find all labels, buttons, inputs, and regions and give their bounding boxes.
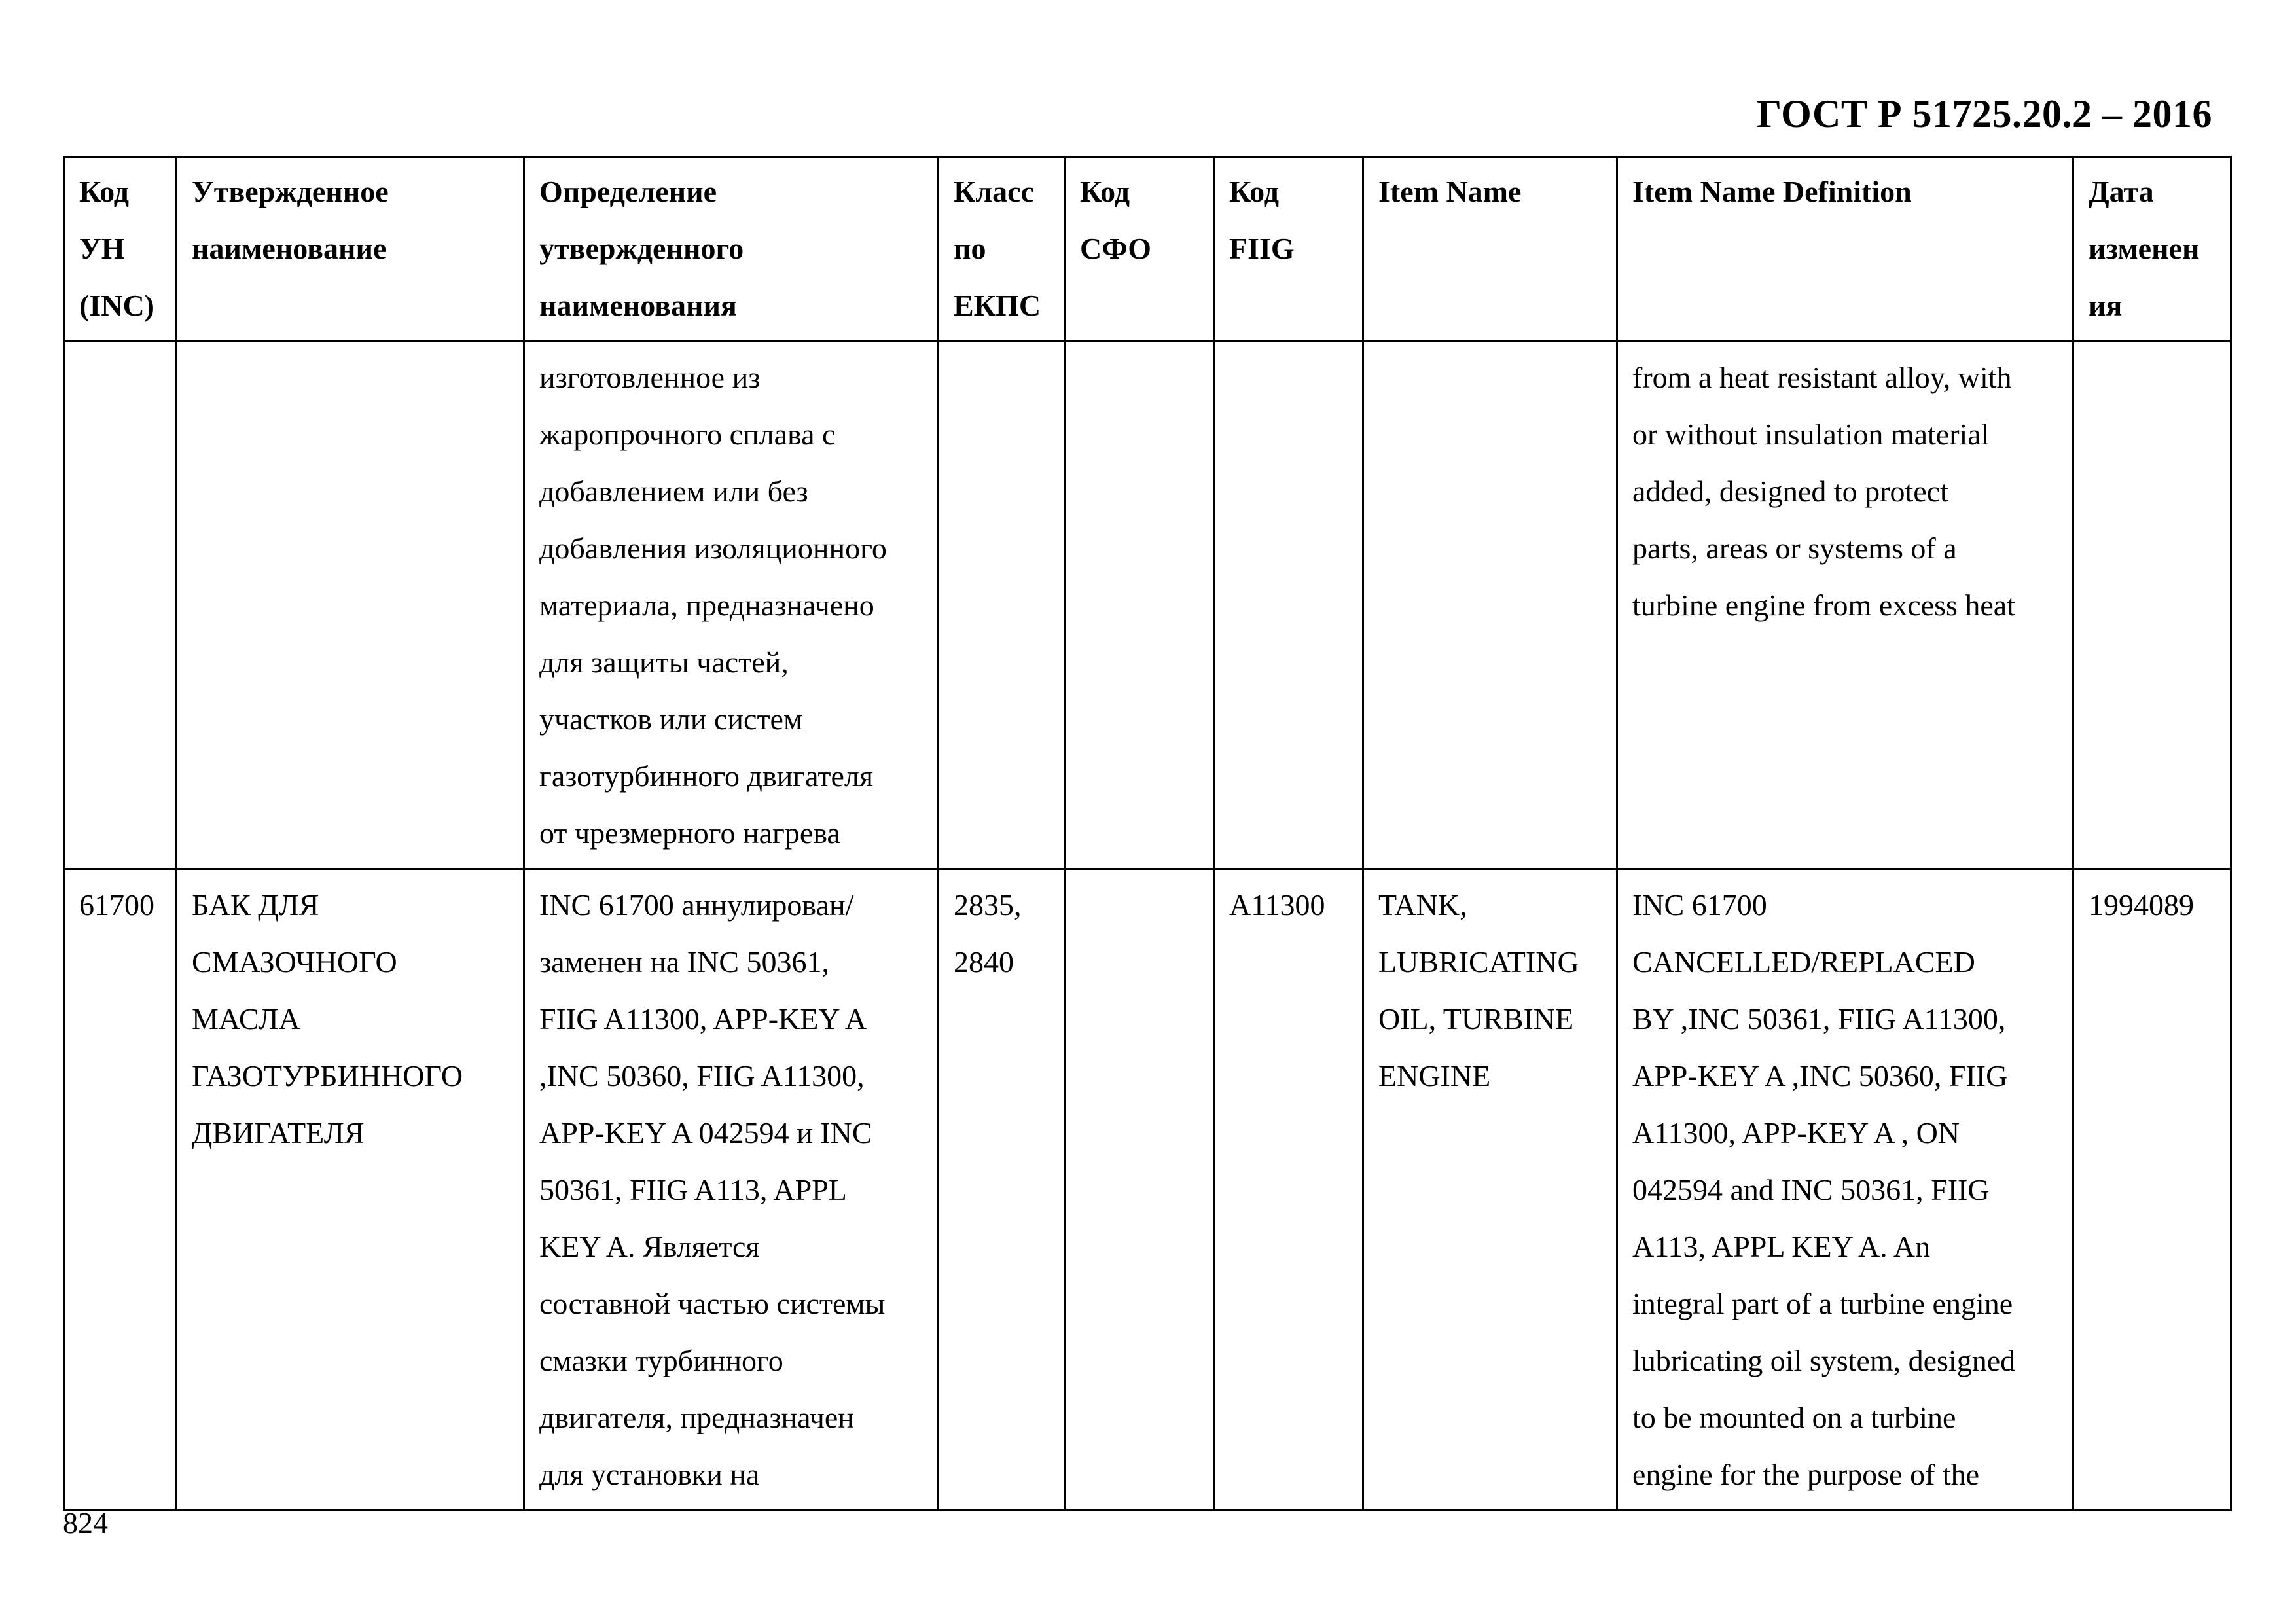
cell-approved-name: БАК ДЛЯ СМАЗОЧНОГО МАСЛА ГАЗОТУРБИННОГО ДВИГАТЕЛЯ (177, 869, 524, 1511)
header-fiig-code: Код FIIG (1214, 157, 1363, 342)
table-row (64, 342, 2231, 869)
cell-sfo-code (1065, 869, 1214, 1511)
cell-name-definition: INC 61700 аннулирован/ заменен на INC 50361, FIIG A11300, APP-KEY A ,INC 50360, FIIG A11300, APP-KEY A 042594 и INC 50361, FIIG A113, APPL KEY A. Является составной частью системы смазки турбинного двигателя, предназначен для установки на (524, 869, 939, 1511)
header-item-name: Item Name (1363, 157, 1617, 342)
header-name-definition: Определение утвержденного наименования (524, 157, 939, 342)
document-title: ГОСТ Р 51725.20.2 – 2016 (1756, 92, 2212, 135)
cell-change-date: 1994089 (2073, 869, 2231, 1511)
header-item-name-definition: Item Name Definition (1617, 157, 2073, 342)
cell-item-name: TANK, LUBRICATING OIL, TURBINE ENGINE (1363, 869, 1617, 1511)
cell-ekps-class (939, 342, 1065, 869)
table-header-row (64, 157, 2231, 342)
cell-name-definition: изготовленное из жаропрочного сплава с добавлением или без добавления изоляционного материала, предназначено для защиты частей, участков или систем газотурбинного двигателя от чрезмерного нагрева (524, 342, 939, 869)
header-inc-code: Код УН (INC) (64, 157, 177, 342)
page-number: 824 (63, 1506, 108, 1540)
cell-item-name (1363, 342, 1617, 869)
header-sfo-code: Код СФО (1065, 157, 1214, 342)
cell-fiig-code (1214, 342, 1363, 869)
cell-item-name-definition: from a heat resistant alloy, with or without insulation material added, designed to protect parts, areas or systems of a turbine engine from excess heat (1617, 342, 2073, 869)
cell-sfo-code (1065, 342, 1214, 869)
catalog-table (63, 156, 2232, 1511)
cell-item-name-definition: INC 61700 CANCELLED/REPLACED BY ,INC 50361, FIIG A11300, APP-KEY A ,INC 50360, FIIG A11300, APP-KEY A , ON 042594 and INC 50361, FIIG A113, APPL KEY A. An integral part of a turbine engine lubricating oil system, designed to be mounted on a turbine engine for the purpose of the (1617, 869, 2073, 1511)
cell-fiig-code: A11300 (1214, 869, 1363, 1511)
header-change-date: Дата изменен ия (2073, 157, 2231, 342)
header-ekps-class: Класс по ЕКПС (939, 157, 1065, 342)
cell-ekps-class: 2835, 2840 (939, 869, 1065, 1511)
cell-inc-code: 61700 (64, 869, 177, 1511)
header-approved-name: Утвержденное наименование (177, 157, 524, 342)
table-row (64, 869, 2231, 1511)
cell-inc-code (64, 342, 177, 869)
cell-approved-name (177, 342, 524, 869)
cell-change-date (2073, 342, 2231, 869)
